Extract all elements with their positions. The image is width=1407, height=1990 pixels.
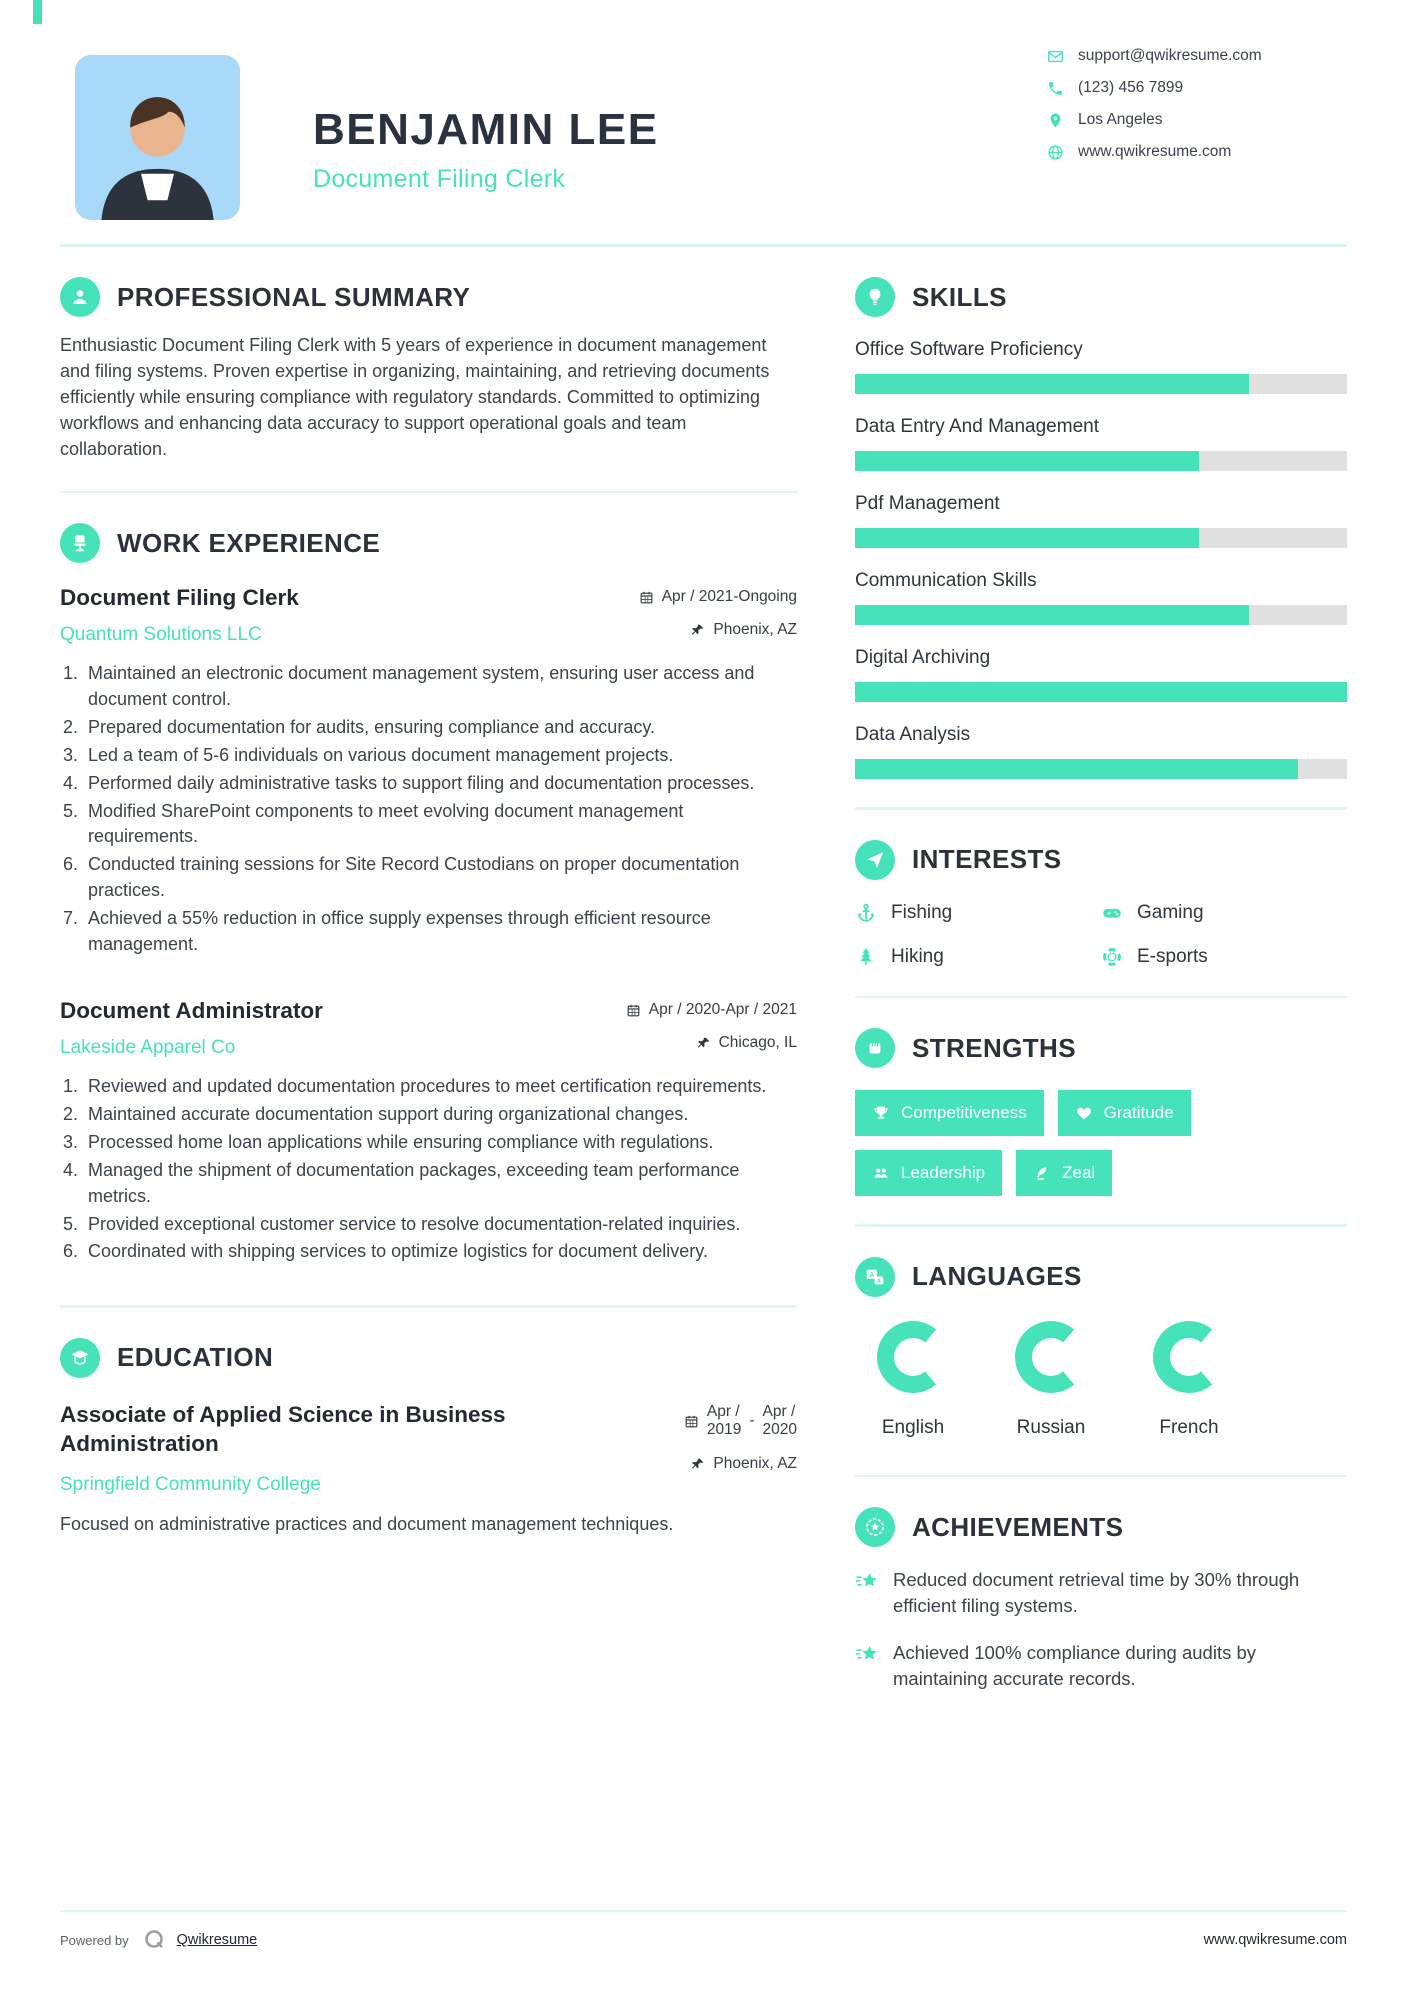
globe-icon	[1047, 144, 1064, 161]
summary-text: Enthusiastic Document Filing Clerk with 5 years of experience in document management and filing systems. Proven expertise in organizing, maintaining, and retrieving documents efficiently while ensuring compliance with regulatory standards. Committed to optimizing workflows and enhancing data accuracy to support operational goals and team collaboration.	[60, 335, 770, 459]
footer-website-link[interactable]: www.qwikresume.com	[1203, 1932, 1347, 1948]
interest-item: Gaming	[1101, 902, 1347, 924]
contact-location[interactable]: Los Angeles	[1047, 111, 1347, 129]
section-divider	[855, 1475, 1347, 1478]
job-entry	[60, 585, 797, 958]
language-label: English	[881, 1416, 945, 1438]
email-icon	[1047, 48, 1064, 65]
phone-icon	[1047, 80, 1064, 97]
language-ring	[877, 1321, 949, 1393]
section-title: ACHIEVEMENTS	[912, 1511, 1124, 1542]
person-name: BENJAMIN LEE	[313, 105, 659, 154]
contact-block	[1047, 47, 1347, 161]
contact-email[interactable]: support@qwikresume.com	[1047, 47, 1347, 65]
interest-item: Hiking	[855, 946, 1101, 968]
footer-divider	[60, 1910, 1347, 1913]
tree-icon	[855, 946, 877, 968]
lightbulb-icon	[855, 277, 895, 317]
avatar	[75, 55, 240, 220]
strength-pill: Gratitude	[1058, 1090, 1191, 1136]
language-item	[855, 1321, 971, 1439]
languages-row	[855, 1321, 1347, 1439]
anchor-icon	[855, 902, 877, 924]
shooting-star-icon	[855, 1642, 879, 1666]
job-bullet: Maintained an electronic document management system, ensuring user access and document control.	[88, 663, 755, 709]
people-icon	[872, 1164, 890, 1182]
job-bullet: Prepared documentation for audits, ensuring compliance and accuracy.	[88, 716, 655, 737]
job-bullet: Provided exceptional customer service to resolve documentation-related inquiries.	[88, 1213, 741, 1234]
job-bullet: Maintained accurate documentation support during organizational changes.	[88, 1103, 689, 1124]
job-bullet: Processed home loan applications while ensuring compliance with regulations.	[88, 1131, 714, 1152]
section-divider	[855, 807, 1347, 810]
achievement-item: Achieved 100% compliance during audits by maintaining accurate records.	[855, 1640, 1347, 1693]
section-title: WORK EXPERIENCE	[117, 527, 381, 558]
qwikresume-link[interactable]: Qwikresume	[176, 1932, 258, 1948]
interest-item: Fishing	[855, 902, 1101, 924]
skill-label: Communication Skills	[855, 570, 1037, 591]
section-interests-header	[855, 840, 1347, 880]
contact-phone[interactable]: (123) 456 7899	[1047, 79, 1347, 97]
section-title: STRENGTHS	[912, 1032, 1076, 1063]
strength-pill: Leadership	[855, 1150, 1002, 1196]
skill-bar-fill	[855, 605, 1249, 625]
pushpin-icon	[690, 1457, 705, 1472]
skill-bar	[855, 451, 1347, 471]
job-title: Document Administrator	[60, 998, 323, 1023]
job-bullet: Coordinated with shipping services to optimize logistics for document delivery.	[88, 1241, 708, 1262]
paper-plane-icon	[855, 840, 895, 880]
skill-item	[855, 493, 1347, 548]
skill-bar	[855, 528, 1347, 548]
section-title: INTERESTS	[912, 844, 1062, 874]
location-icon	[1047, 112, 1064, 129]
skill-item	[855, 724, 1347, 779]
person-icon	[60, 277, 100, 317]
job-bullet-list	[60, 661, 797, 958]
section-title: SKILLS	[912, 281, 1007, 312]
skill-bar	[855, 682, 1347, 702]
language-item	[1131, 1321, 1247, 1439]
school-name: Springfield Community College	[60, 1474, 321, 1496]
footer	[60, 1910, 1347, 1953]
strength-pill: Zeal	[1016, 1150, 1112, 1196]
section-divider	[60, 1305, 797, 1308]
interests-grid	[855, 902, 1347, 968]
skill-bar-fill	[855, 759, 1298, 779]
job-company: Lakeside Apparel Co	[60, 1037, 236, 1058]
skill-item	[855, 570, 1347, 625]
section-skills-header	[855, 277, 1347, 317]
education-location: Phoenix, AZ	[684, 1455, 797, 1473]
section-divider	[60, 491, 797, 494]
svg-text:A: A	[869, 1271, 875, 1279]
skill-label: Pdf Management	[855, 493, 1000, 514]
job-bullet: Performed daily administrative tasks to support filing and documentation processes.	[88, 772, 755, 793]
section-languages-header	[855, 1257, 1347, 1297]
job-bullet: Managed the shipment of documentation packages, exceeding team performance metrics.	[88, 1159, 740, 1206]
degree-title: Associate of Applied Science in Business Administration	[60, 1401, 506, 1457]
graduate-icon	[60, 1338, 100, 1378]
fist-icon	[855, 1028, 895, 1068]
job-location: Chicago, IL	[626, 1034, 797, 1052]
skill-bar-fill	[855, 528, 1199, 548]
strength-pill: Competitiveness	[855, 1090, 1044, 1136]
job-company: Quantum Solutions LLC	[60, 624, 262, 646]
job-dates: Apr / 2020-Apr / 2021	[626, 1001, 797, 1019]
education-dates	[684, 1403, 797, 1440]
shooting-star-icon	[855, 1569, 879, 1593]
pushpin-icon	[690, 623, 705, 638]
job-entry	[60, 998, 797, 1265]
svg-text:a: a	[877, 1278, 881, 1285]
person-title: Document Filing Clerk	[313, 165, 566, 193]
section-strengths-header	[855, 1028, 1347, 1068]
section-summary-header	[60, 277, 797, 317]
language-ring	[1153, 1321, 1225, 1393]
date-separator: -	[749, 1412, 755, 1430]
language-label: Russian	[1016, 1416, 1086, 1438]
header	[0, 0, 1407, 220]
date-start: Apr / 2019	[706, 1402, 742, 1439]
section-education-header	[60, 1338, 797, 1378]
skill-bar-fill	[855, 374, 1249, 394]
job-dates: Apr / 2021-Ongoing	[639, 588, 797, 606]
calendar-icon	[684, 1414, 699, 1429]
job-bullet: Reviewed and updated documentation procedures to meet certification requirements.	[88, 1076, 767, 1096]
badge-star-icon	[855, 1507, 895, 1547]
job-title: Document Filing Clerk	[60, 585, 299, 611]
skill-label: Data Entry And Management	[855, 416, 1099, 437]
skill-label: Digital Archiving	[855, 647, 991, 668]
skill-item	[855, 647, 1347, 702]
contact-website[interactable]: www.qwikresume.com	[1047, 143, 1347, 161]
trophy-icon	[872, 1104, 890, 1122]
section-divider	[855, 1224, 1347, 1227]
skill-bar-fill	[855, 451, 1199, 471]
skill-bar-fill	[855, 682, 1347, 702]
language-item	[993, 1321, 1109, 1439]
education-entry	[60, 1400, 797, 1538]
powered-by-label: Powered by	[60, 1932, 129, 1948]
qwikresume-logo	[143, 1928, 167, 1952]
achievement-item: Reduced document retrieval time by 30% through efficient filing systems.	[855, 1567, 1347, 1620]
job-location: Phoenix, AZ	[639, 621, 797, 639]
heart-icon	[1075, 1104, 1093, 1122]
gamepad-icon	[1101, 902, 1123, 924]
job-bullet: Led a team of 5-6 individuals on various document management projects.	[88, 744, 674, 765]
job-bullet: Achieved a 55% reduction in office supply expenses through efficient resource management.	[88, 908, 711, 955]
skill-item	[855, 416, 1347, 471]
education-note: Focused on administrative practices and document management techniques.	[60, 1514, 674, 1535]
top-accent-bar	[33, 0, 42, 24]
language-ring	[1015, 1321, 1087, 1393]
section-title: EDUCATION	[117, 1342, 274, 1373]
section-title: LANGUAGES	[912, 1261, 1082, 1291]
section-title: PROFESSIONAL SUMMARY	[117, 281, 471, 312]
skill-label: Office Software Proficiency	[855, 339, 1083, 360]
pushpin-icon	[696, 1036, 711, 1051]
skill-item	[855, 339, 1347, 394]
interest-item: E-sports	[1101, 946, 1347, 968]
strengths-pills	[855, 1090, 1347, 1196]
section-divider	[855, 996, 1347, 999]
skill-bar	[855, 374, 1347, 394]
feather-icon	[1033, 1164, 1051, 1182]
skill-label: Data Analysis	[855, 724, 971, 745]
skill-bar	[855, 605, 1347, 625]
language-label: French	[1159, 1416, 1219, 1438]
calendar-icon	[626, 1003, 641, 1018]
job-bullet-list	[60, 1074, 797, 1265]
section-achievements-header	[855, 1507, 1347, 1547]
profile-photo	[75, 55, 240, 220]
translate-icon	[855, 1257, 895, 1297]
office-chair-icon	[60, 523, 100, 563]
job-bullet: Conducted training sessions for Site Record Custodians on proper documentation practices.	[88, 854, 740, 901]
calendar-icon	[639, 590, 654, 605]
lifebuoy-icon	[1101, 946, 1123, 968]
section-experience-header	[60, 523, 797, 563]
job-bullet: Modified SharePoint components to meet evolving document management requirements.	[88, 800, 684, 847]
date-end: Apr / 2020	[762, 1402, 797, 1439]
skill-bar	[855, 759, 1347, 779]
